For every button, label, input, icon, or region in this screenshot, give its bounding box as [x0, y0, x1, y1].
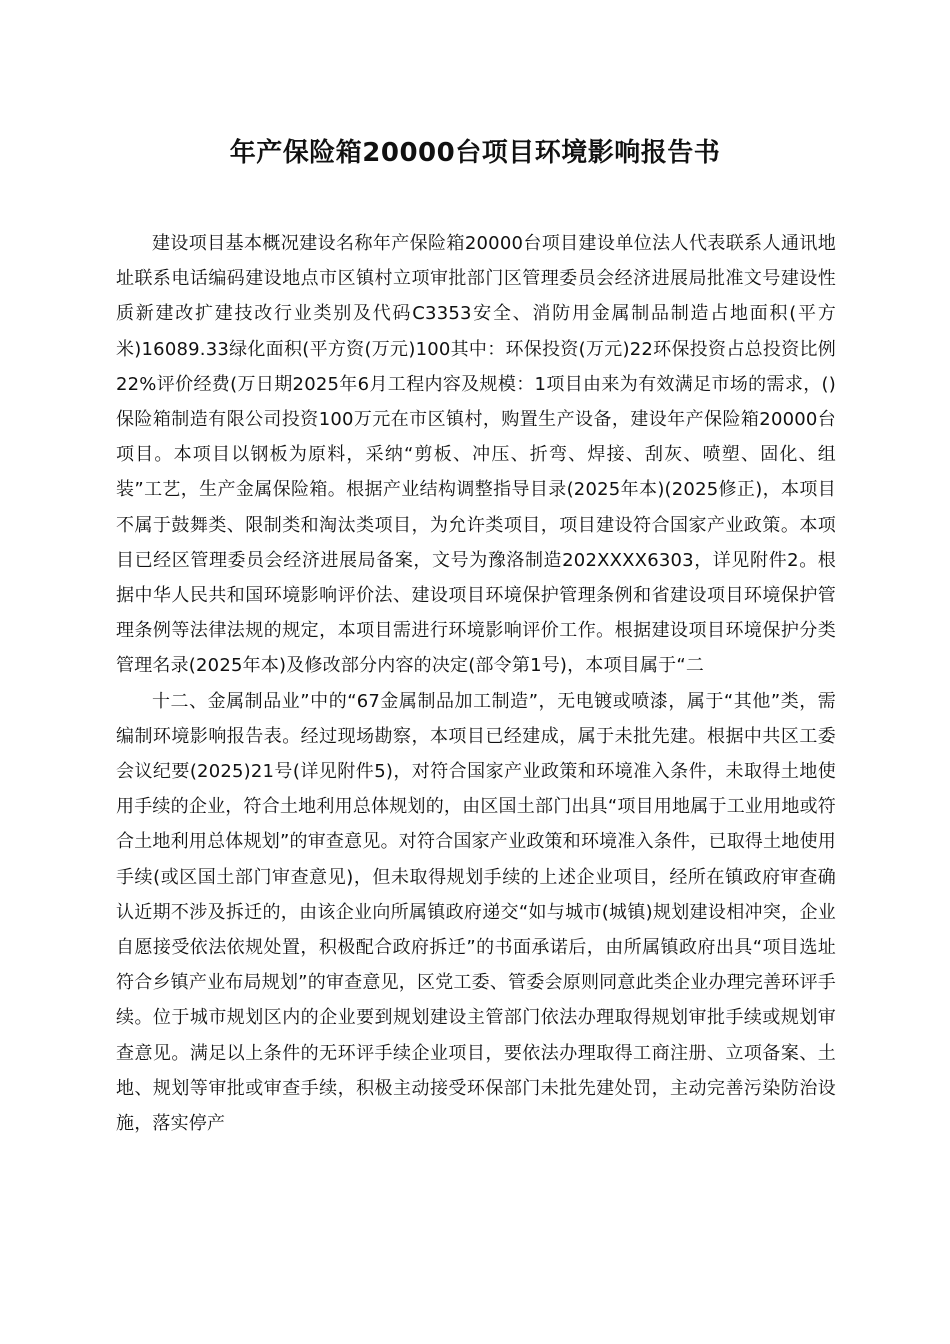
document-title: 年产保险箱20000台项目环境影响报告书 — [229, 138, 721, 168]
body-paragraph-1: 建设项目基本概况建设名称年产保险箱20000台项目建设单位法人代表联系人通讯地址联系电话编码建设地点市区镇村立项审批部门区管理委员会经济进展局批准文号建设性质新建改扩建技改行业类别及代码C3353安全、消防用金属制品制造占地面积(平方米)16089.33绿化面积(平方资(万元)100其中：环保投资(万元)22环保投资占总投资比例22%评价经费(万日期2025年6月工程内容及规模：1项目由来为有效满足市场的需求，()保险箱制造有限公司投资100万元在市区镇村，购置生产设备，建设年产保险箱20000台项目。本项目以钢板为原料，采纳“剪板、冲压、折弯、焊接、刮灰、喷塑、固化、组装”工艺，生产金属保险箱。根据产业结构调整指导目录(2025年本)(2025修正)，本项目不属于鼓舞类、限制类和淘汰类项目，为允许类项目，项目建设符合国家产业政策。本项目已经区管理委员会经济进展局备案，文号为豫洛制造202XXXX6303，详见附件2。根据中华人民共和国环境影响评价法、建设项目环境保护管理条例和省建设项目环境保护管理条例等法律法规的规定，本项目需进行环境影响评价工作。根据建设项目环境保护分类管理名录(2025年本)及修改部分内容的决定(部令第1号)，本项目属于“二 — [116, 233, 836, 677]
body-paragraph-2: 十二、金属制品业”中的“67金属制品加工制造”，无电镀或喷漆，属于“其他”类，需编制环境影响报告表。经过现场勘察，本项目已经建成，属于未批先建。根据中共区工委会议纪要(2025)21号(详见附件5)，对符合国家产业政策和环境准入条件，未取得土地使用手续的企业，符合土地利用总体规划的，由区国土部门出具“项目用地属于工业用地或符合土地利用总体规划”的审查意见。对符合国家产业政策和环境准入条件，已取得土地使用手续(或区国土部门审查意见)，但未取得规划手续的上述企业项目，经所在镇政府审查确认近期不涉及拆迁的，由该企业向所属镇政府递交“如与城市(城镇)规划建设相冲突，企业自愿接受依法依规处置，积极配合政府拆迁”的书面承诺后，由所属镇政府出具“项目选址符合乡镇产业布局规划”的审查意见，区党工委、管委会原则同意此类企业办理完善环评手续。位于城市规划区内的企业要到规划建设主管部门依法办理取得规划审批手续或规划审查意见。满足以上条件的无环评手续企业项目，要依法办理取得工商注册、立项备案、土地、规划等审批或审查手续，积极主动接受环保部门未批先建处罚，主动完善污染防治设施，落实停产 — [116, 690, 836, 1135]
document-body — [116, 226, 836, 1141]
